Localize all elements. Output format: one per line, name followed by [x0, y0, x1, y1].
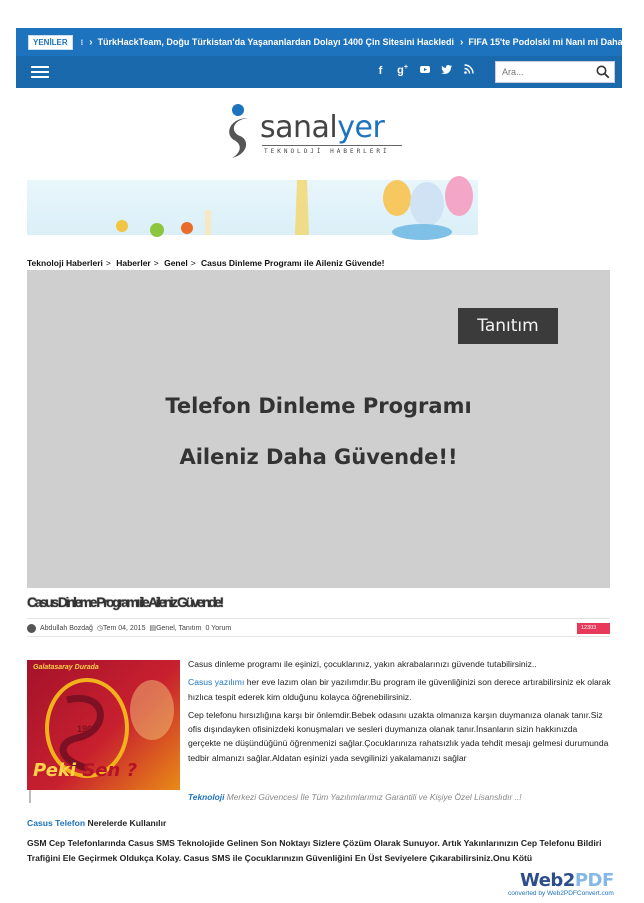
paragraph: [188, 675, 612, 704]
promo-line: [188, 792, 522, 802]
logo-wordmark: [260, 110, 384, 145]
logo-word-part2: yer: [337, 110, 385, 145]
paragraph: GSM Cep Telefonlarında Casus SMS Teknolojide Gelinen Son Noktayı Sizlere Çözüm Olarak Sunuyor. Artık Yakınlarınızın Cep Telefonu Bildiri Trafiğini Ele Geçirmek Oldukça Kolay. Casus SMS ile Çocuklarınızın Güvenliğini En Üst Seviyelere Çıkarabilirsiniz.Onu Kötü: [27, 838, 602, 863]
watermark-text: converted by Web2PDFConvert.com: [508, 890, 614, 897]
social-links: [374, 63, 475, 78]
ticker-tag: YENİLER: [28, 35, 73, 50]
article-body: [188, 657, 612, 769]
gs-year: 1905: [77, 724, 98, 734]
post-date: Tem 04, 2015: [103, 624, 146, 632]
divider: [27, 636, 610, 637]
clock-icon: ◷: [96, 625, 104, 632]
facebook-icon[interactable]: f: [378, 64, 383, 77]
ticker-headline[interactable]: TürkHackTeam, Doğu Türkistan'da Yaşananlardan Dolayı 1400 Çin Sitesini Hackledi: [97, 37, 454, 47]
ticker-headline[interactable]: FIFA 15'te Podolski mi Nani mi Daha İyi?: [468, 37, 641, 47]
section-heading-text: Nerelerde Kullanılır: [85, 818, 167, 828]
gs-slogan-a: Peki: [33, 760, 77, 781]
logo-tagline: TEKNOLOJİ HABERLERİ: [264, 148, 390, 155]
ticker-chevron-icon: ›: [460, 36, 464, 48]
nav-bar: [16, 56, 622, 88]
hero-image: [27, 270, 610, 588]
breadcrumb-item[interactable]: Teknoloji Haberleri: [27, 258, 103, 268]
promo-text: Merkezi Güvencesi İle Tüm Yazılımlarımız Garantili ve Kişiye Özel Lisanslıdır ..!: [224, 792, 522, 802]
views-badge: [577, 623, 610, 634]
divider: [27, 618, 610, 619]
logo-mark-icon: [224, 102, 264, 162]
watermark-brand-a: Web2: [520, 870, 575, 891]
news-ticker: [16, 28, 644, 56]
ad-banner[interactable]: [27, 180, 478, 235]
gs-slogan: [33, 760, 137, 781]
search-icon[interactable]: [596, 65, 610, 79]
watermark-logo: [520, 870, 614, 891]
breadcrumb: Teknoloji Haberleri > Haberler > Genel > Casus Dinleme Programı ile Aileniz Güvende!: [27, 258, 385, 268]
divider: [29, 790, 31, 803]
logo-divider: [262, 145, 402, 146]
views-count: 12303: [581, 624, 597, 631]
inline-link[interactable]: Casus Telefon: [27, 818, 86, 828]
hamburger-icon[interactable]: [31, 66, 49, 78]
paragraph-text: her eve lazım olan bir yazılımdır.Bu program ile güvenliğinizi son derece artırabilirsiniz ek olarak hızlıca tespit ederek kim olduğunu kolayca öğrenebilirsiniz.: [188, 677, 611, 702]
post-comments[interactable]: 0 Yorum: [205, 624, 232, 632]
rss-icon[interactable]: [462, 64, 475, 77]
hero-line2: Aileniz Daha Güvende!!: [179, 445, 458, 469]
post-author[interactable]: Abdullah Bozdağ: [40, 624, 93, 632]
paragraph: Cep telefonu hırsızlığına karşı bir önlemdir.Bebek odasını uzakta olmanıza karşın duymanıza olanak tanır.Siz ofis dışındayken ofisinizdeki konuşmaları ve sesleri duymanıza olanak tanır.İnsanların sizin hakkınızda gerçekte ne düşündüğünü öğrenmenizi sağlar.Çocuklarınıza rahatsızlık yada tehdit mesajı gelmesi durumunda tedbir almanızı sağlar.Aldatan eşinizi yada sevgilinizi yakalamanızı sağlar: [188, 709, 609, 763]
site-logo[interactable]: [224, 100, 404, 162]
gs-caption: Galatasaray Durada: [33, 664, 99, 671]
site-header: [16, 28, 644, 88]
gs-slogan-b: Sen ?: [82, 760, 138, 781]
folder-icon: ▤: [149, 625, 157, 632]
galatasaray-image: [27, 660, 180, 790]
avatar: [27, 624, 36, 633]
post-meta: [27, 621, 610, 635]
breadcrumb-item[interactable]: Haberler: [116, 258, 151, 268]
watermark-brand-b: PDF: [574, 870, 614, 891]
ticker-chevron-icon: ›: [89, 36, 93, 48]
google-plus-icon[interactable]: g+: [397, 64, 408, 77]
inline-link[interactable]: Casus yazılımı: [188, 677, 245, 688]
breadcrumb-current: Casus Dinleme Programı ile Aileniz Güvende!: [201, 258, 385, 268]
breadcrumb-item[interactable]: Genel: [164, 258, 188, 268]
post-title: Casus Dinleme Programı ile Aileniz Güvende!: [27, 594, 222, 610]
post-categories[interactable]: Genel, Tanıtım: [156, 624, 202, 632]
search-input[interactable]: [496, 62, 596, 82]
hero-badge: Tanıtım: [458, 308, 558, 344]
search-box: [495, 61, 615, 83]
web2pdf-watermark[interactable]: [508, 870, 614, 900]
hero-line1: Telefon Dinleme Programı: [165, 394, 472, 418]
twitter-icon[interactable]: [440, 64, 453, 78]
inline-link[interactable]: Teknoloji: [188, 792, 225, 802]
section-heading: [27, 818, 166, 828]
ticker-next-icon[interactable]: ›: [640, 36, 644, 48]
youtube-icon[interactable]: [418, 63, 431, 78]
intro-paragraph: Casus dinleme programı ile eşinizi, çocuklarınız, yakın akrabalarınızı güvende tutabilirsiniz..: [188, 659, 537, 669]
ticker-dot: ⁝: [80, 37, 84, 47]
logo-word-part1: sanal: [260, 110, 338, 145]
